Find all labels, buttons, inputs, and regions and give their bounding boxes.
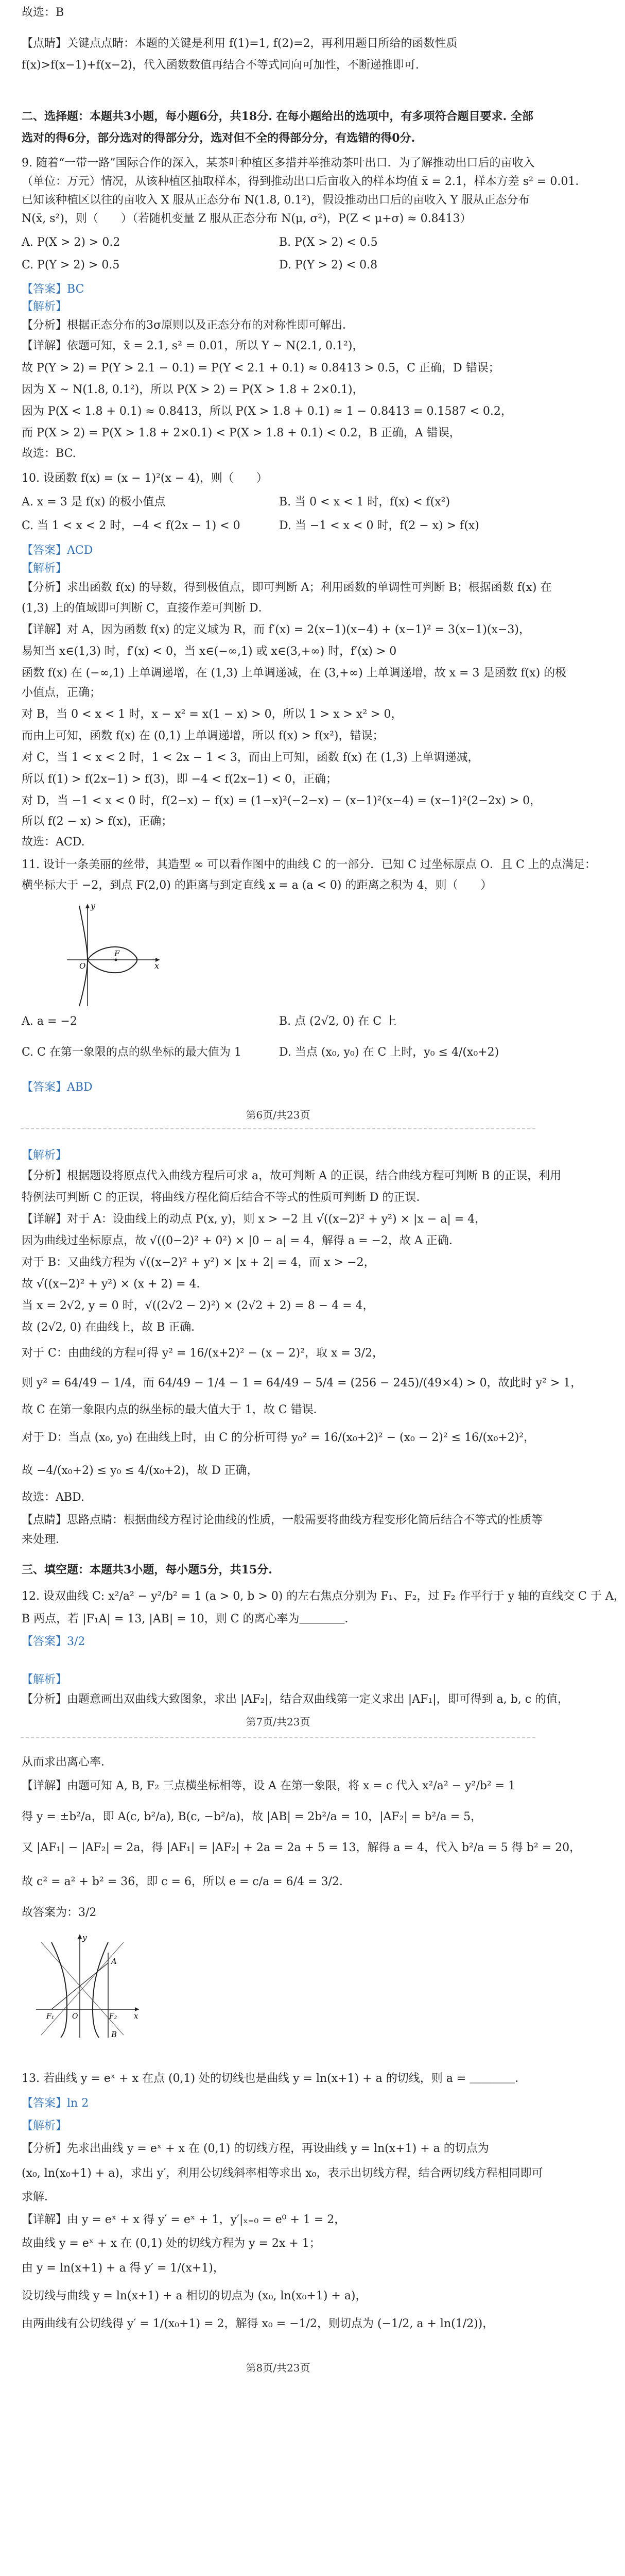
q9-analysis-line: 【详解】依题可知，x̄ = 2.1, s² = 0.01，所以 Y ~ N(2.1, 0.1²)， [22, 340, 364, 352]
q10-option-c: C. 当 1 < x < 2 时，−4 < f(2x − 1) < 0 [22, 519, 240, 532]
q10-analysis-line: 对 C，当 1 < x < 2 时，1 < 2x − 1 < 3，而由上可知，函数 f(x) 在 (1,3) 上单调递减， [22, 751, 479, 764]
q12-analysis-line: 【详解】由题可知 A, B, F₂ 三点横坐标相等，设 A 在第一象限，将 x = c 代入 x²/a² − y²/b² = 1 [22, 1780, 516, 1792]
q11-analysis-line: 则 y² = 64/49 − 1/4，而 64/49 − 1/4 − 1 = 64/49 − 5/4 = (256 − 245)/(49×4) > 0，故此时 y² > 1， [22, 1377, 582, 1389]
q11-analysis-line: 故选：ABD. [22, 1491, 84, 1504]
f2-label: F₂ [109, 2012, 117, 2021]
q9-analysis-line: 因为 P(X < 1.8 + 0.1) ≈ 0.8413，所以 P(X > 1.8 + 0.1) ≈ 1 − 0.8413 = 0.1587 < 0.2， [22, 405, 512, 418]
q10-analysis-line: 函数 f(x) 在 (−∞,1) 上单调递增，在 (1,3) 上单调递减，在 (3,+∞) 上单调递增，故 x = 3 是函数 f(x) 的极 [22, 667, 567, 680]
q13-analysis-line: 由 y = ln(x+1) + a 得 y′ = 1/(x+1)， [22, 2262, 224, 2275]
page-footer-8: 第8页/共23页 [246, 2362, 310, 2374]
q11-analysis-line: 故 √((x−2)² + y²) × (x + 2) = 4． [22, 1278, 208, 1291]
q10-options [22, 494, 534, 537]
q11-option-a: A. a = −2 [22, 1015, 77, 1028]
q9-stem-3: 已知该种植区以往的亩收入 X 服从正态分布 N(1.8, 0.1²)，假设推动出口后的亩收入 Y 服从正态分布 [22, 194, 530, 207]
q13-analysis-line: 求解． [22, 2191, 56, 2204]
origin-label: O [79, 961, 86, 971]
q13-analysis-line: 【详解】由 y = eˣ + x 得 y′ = eˣ + 1，y′|ₓ₌₀ = e⁰ + 1 = 2， [22, 2213, 346, 2226]
y-axis-arrow [85, 904, 90, 908]
q9-analysis-line: 【分析】根据正态分布的3σ原则以及正态分布的对称性即可解出． [22, 319, 354, 332]
q11-analysis-line: 【详解】对于 A：设曲线上的动点 P(x, y)，则 x > −2 且 √((x−2)² + y²) × |x − a| = 4， [22, 1213, 487, 1226]
hyperbola-right [93, 1942, 108, 2038]
q11-answer: 【答案】ABD [22, 1081, 93, 1094]
q11-analysis-line: 故 C 在第一象限内点的纵坐标的最大值大于 1，故 C 错误． [22, 1403, 325, 1416]
q12-analysis-line: 故 c² = a² + b² = 36，即 c = 6，所以 e = c/a = 6/4 = 3/2． [22, 1875, 351, 1888]
answer-line: 故选：B [22, 6, 64, 19]
section-2-title: 二、选择题：本题共3小题，每小题6分，共18分. 在每小题给出的选项中，有多项符合题目要求. 全部选对的得6分，部分选对的得部分分，选对但不全的得部分分，有选错的得0分. [22, 110, 533, 145]
q10-analysis-line: 【分析】求出函数 f(x) 的导数，得到极值点，即可判断 A；利用函数的单调性可判断 B；根据函数 f(x) 在 [22, 581, 552, 594]
key-point-comment: 【点睛】关键点点睛：本题的关键是利用 f(1)=1, f(2)=2，再利用题目所给的函数性质 f(x)>f(x−1)+f(x−2)，代入函数数值再结合不等式同向可加性，不断递推即可. [22, 37, 458, 72]
x-axis-label: x [154, 961, 160, 971]
section-3-title: 三、填空题：本题共3小题，每小题5分，共15分. [22, 1563, 272, 1577]
q11-stem-1: 11. 设计一条美丽的丝带，其造型 ∞ 可以看作图中的曲线 C 的一部分．已知 C 过坐标原点 O．且 C 上的点满足： [22, 858, 596, 871]
q9-option-d: D. P(Y > 2) < 0.8 [279, 259, 378, 272]
origin-label: O [72, 2012, 78, 2021]
q11-stem-2: 横坐标大于 −2，到点 F(2,0) 的距离与到定直线 x = a (a < 0) 的距离之积为 4，则（ ） [22, 879, 492, 892]
x-axis-label: x [134, 2011, 138, 2021]
q12-analysis-line: 得 y = ±b²/a，即 A(c, b²/a), B(c, −b²/a)，故 |AB| = 2b²/a = 10，|AF₂| = b²/a = 5， [22, 1810, 482, 1823]
q11-analysis-line: 来处理． [22, 1533, 67, 1546]
q10-option-b: B. 当 0 < x < 1 时，f(x) < f(x²) [279, 496, 450, 509]
q10-analysis-line: 易知当 x∈(1,3) 时，f′(x) < 0，当 x∈(−∞,1) 或 x∈(3,+∞) 时，f′(x) > 0 [22, 645, 397, 658]
q10-analysis-line: 小值点，正确； [22, 686, 101, 699]
q10-stem: 10. 设函数 f(x) = (x − 1)²(x − 4)，则（ ） [22, 472, 268, 485]
q12-stem-1: 12. 设双曲线 C: x²/a² − y²/b² = 1 (a > 0, b > 0) 的左右焦点分别为 F₁、F₂，过 F₂ 作平行于 y 轴的直线交 C 于 A， [22, 1590, 625, 1603]
q10-answer: 【答案】ACD [22, 544, 93, 557]
q11-analysis-line: 对于 B：又曲线方程为 √((x−2)² + y²) × |x + 2| = 4，而 x > −2， [22, 1256, 375, 1269]
q12-analysis-line: 又 |AF₁| − |AF₂| = 2a，得 |AF₁| = |AF₂| + 2a = 2a + 5 = 13，解得 a = 4，代入 b²/a = 5 得 b² = 20， [22, 1841, 581, 1854]
q11-option-c: C. C 在第一象限的点的纵坐标的最大值为 1 [22, 1046, 241, 1059]
q12-analysis-line: 故答案为：3/2 [22, 1906, 97, 1919]
point-a-label: A [111, 1957, 117, 1966]
q11-analysis-line: 故 −4/(x₀+2) ≤ y₀ ≤ 4/(x₀+2)，故 D 正确， [22, 1464, 258, 1477]
q11-curve-figure [57, 901, 165, 1009]
q10-analysis-line: 故选：ACD. [22, 836, 85, 849]
q9-analysis-tag: 【解析】 [22, 300, 67, 313]
q9-analysis-line: 故 P(Y > 2) = P(Y > 2.1 − 0.1) = P(Y < 2.1 + 0.1) ≈ 0.8413 > 0.5，C 正确，D 错误； [22, 362, 500, 375]
q11-analysis-line: 故 (2√2, 0) 在曲线上，故 B 正确． [22, 1321, 203, 1334]
q13-analysis-line: 由两曲线有公切线得 y′ = 1/(x₀+1) = 2，解得 x₀ = −1/2，则切点为 (−1/2, a + ln(1/2))， [22, 2317, 494, 2330]
q12-analysis-line: 从而求出离心率． [22, 1756, 113, 1769]
q10-analysis-line: (1,3) 上的值域即可判断 C，直接作差可判断 D． [22, 602, 270, 615]
q11-options [22, 1013, 534, 1070]
q9-stem-1: 9. 随着“一带一路”国际合作的深入，某茶叶种植区多措并举推动茶叶出口．为了解推动出口后的亩收入 [22, 157, 535, 170]
page-divider [21, 1128, 535, 1129]
q13-analysis-line: 故曲线 y = eˣ + x 在 (0,1) 处的切线方程为 y = 2x + 1； [22, 2237, 321, 2250]
q11-analysis-line: 当 x = 2√2, y = 0 时，√((2√2 − 2)²) × (2√2 + 2) = 8 − 4 = 4， [22, 1299, 374, 1312]
q11-analysis-line: 【点睛】思路点睛：根据曲线方程讨论曲线的性质，一般需要将曲线方程变形化简后结合不等式的性质等 [22, 1514, 543, 1527]
q12-stem-2: B 两点，若 |F₁A| = 13, |AB| = 10，则 C 的离心率为＿＿＿＿． [22, 1613, 356, 1625]
page-footer-7: 第7页/共23页 [246, 1716, 310, 1728]
page-divider [21, 1737, 535, 1738]
q11-option-d: D. 当点 (x₀, y₀) 在 C 上时，y₀ ≤ 4/(x₀+2) [279, 1046, 499, 1059]
q11-analysis-line: 因为曲线过坐标原点，故 √((0−2)² + 0²) × |0 − a| = 4，解得 a = −2，故 A 正确． [22, 1234, 460, 1247]
q10-analysis-tag: 【解析】 [22, 562, 67, 575]
q12-analysis-line: 【分析】由题意画出双曲线大致图象，求出 |AF₂|，结合双曲线第一定义求出 |AF₁|，即可得到 a, b, c 的值， [22, 1693, 569, 1706]
focus-label: F [114, 949, 120, 958]
q10-analysis-line: 【详解】对 A，因为函数 f(x) 的定义域为 R，而 f′(x) = 2(x−1)(x−4) + (x−1)² = 3(x−1)(x−3)， [22, 623, 530, 636]
q11-analysis-line: 对于 D：当点 (x₀, y₀) 在曲线上时，由 C 的分析可得 y₀² = 16/(x₀+2)² − (x₀ − 2)² ≤ 16/(x₀+2)²， [22, 1431, 535, 1444]
q9-analysis-line: 故选：BC. [22, 447, 76, 460]
y-axis-arrow [78, 1934, 82, 1939]
q11-analysis-line: 【分析】根据题设将原点代入曲线方程后可求 a，故可判断 A 的正误，结合曲线方程可判断 B 的正误，利用 [22, 1170, 562, 1182]
curve-left-branch [79, 906, 88, 1006]
q13-analysis-line: 【分析】先求出曲线 y = eˣ + x 在 (0,1) 的切线方程，再设曲线 y = ln(x+1) + a 的切点为 [22, 2142, 489, 2155]
q9-option-c: C. P(Y > 2) > 0.5 [22, 259, 120, 272]
q9-options [22, 234, 534, 275]
y-axis-label: y [91, 901, 96, 911]
q9-analysis-line: 而 P(X > 2) = P(X > 1.8 + 2×0.1) < P(X > 1.8 + 0.1) < 0.2，B 正确，A 错误， [22, 427, 461, 439]
q9-option-b: B. P(X > 2) < 0.5 [279, 236, 378, 249]
q10-analysis-line: 对 D，当 −1 < x < 0 时，f(2−x) − f(x) = (1−x)²(−2−x) − (x−1)²(x−4) = (x−1)²(2−2x) > 0， [22, 794, 542, 807]
q10-option-d: D. 当 −1 < x < 0 时，f(2 − x) > f(x) [279, 519, 479, 532]
f1-label: F₁ [46, 2012, 55, 2021]
q9-analysis-line: 因为 X ~ N(1.8, 0.1²)，所以 P(X > 2) = P(X > 1.8 + 2×0.1)， [22, 383, 364, 396]
q13-analysis-line: 设切线与曲线 y = ln(x+1) + a 相切的切点为 (x₀, ln(x₀+1) + a)， [22, 2290, 367, 2302]
q13-analysis-line: (x₀, ln(x₀+1) + a)，求出 y′，利用公切线斜率相等求出 x₀，表示出切线方程，结合两切线方程相同即可 [22, 2167, 543, 2180]
q11-analysis-tag: 【解析】 [22, 1149, 67, 1162]
q9-stem-2: （单位：万元）情况，从该种植区抽取样本，得到推动出口后亩收入的样本均值 x̄ = 2.1，样本方差 s² = 0.01． [22, 175, 587, 188]
q10-analysis-line: 所以 f(1) > f(2x−1) > f(3)，即 −4 < f(2x−1) < 0，正确； [22, 773, 337, 786]
q12-analysis-tag: 【解析】 [22, 1673, 67, 1686]
q10-analysis-line: 对 B，当 0 < x < 1 时，x − x² = x(1 − x) > 0，所以 1 > x > x² > 0， [22, 708, 403, 721]
q12-answer: 【答案】3/2 [22, 1635, 85, 1648]
q9-stem-4: N(x̄, s²)，则（ ）（若随机变量 Z 服从正态分布 N(μ, σ²)，P(Z < μ+σ) ≈ 0.8413） [22, 212, 472, 225]
x-axis-arrow [135, 2007, 139, 2011]
q9-option-a: A. P(X > 2) > 0.2 [22, 236, 120, 249]
q10-analysis-line: 所以 f(2 − x) > f(x)，正确； [22, 815, 173, 828]
focus-point [115, 959, 117, 961]
q9-answer: 【答案】BC [22, 283, 84, 296]
q13-stem: 13. 若曲线 y = eˣ + x 在点 (0,1) 处的切线也是曲线 y = ln(x+1) + a 的切线，则 a = ＿＿＿＿． [22, 2072, 527, 2085]
q13-answer: 【答案】ln 2 [22, 2097, 89, 2110]
q10-analysis-line: 而由上可知，函数 f(x) 在 (0,1) 上单调递增，所以 f(x) > f(x²)，错误； [22, 730, 384, 742]
page-footer-6: 第6页/共23页 [246, 1109, 310, 1121]
q11-option-b: B. 点 (2√2, 0) 在 C 上 [279, 1015, 397, 1028]
point-b-label: B [111, 2030, 117, 2039]
q11-analysis-line: 对于 C：由曲线的方程可得 y² = 16/(x+2)² − (x − 2)²，取 x = 3/2， [22, 1347, 384, 1360]
q10-option-a: A. x = 3 是 f(x) 的极小值点 [22, 496, 166, 509]
q13-analysis-tag: 【解析】 [22, 2120, 67, 2132]
q11-analysis-line: 特例法可判断 C 的正误，将曲线方程化简后结合不等式的性质可判断 D 的正误． [22, 1191, 428, 1204]
y-axis-label: y [82, 1933, 87, 1942]
q12-hyperbola-figure [31, 1932, 144, 2040]
